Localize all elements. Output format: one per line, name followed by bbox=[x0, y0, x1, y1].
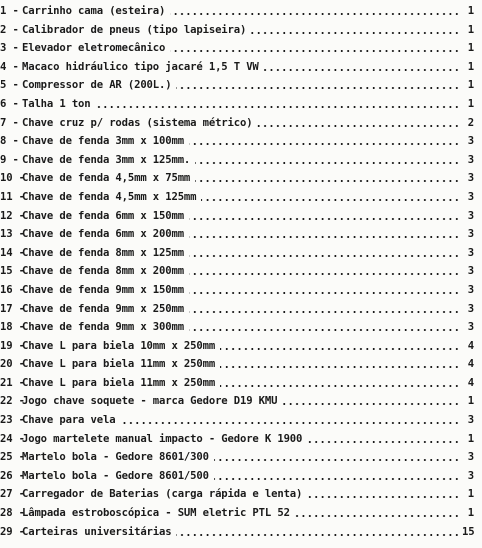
list-item bbox=[0, 2, 482, 21]
item-number: 12 - bbox=[0, 209, 25, 222]
item-name: Carregador de Baterias (carga rápida e lenta) bbox=[22, 488, 303, 501]
list-item bbox=[0, 225, 482, 244]
item-quantity: 1 bbox=[467, 23, 474, 36]
item-number: 22 - bbox=[0, 395, 25, 408]
item-number: 27 - bbox=[0, 488, 25, 501]
dot-leader bbox=[251, 32, 460, 34]
item-quantity: 3 bbox=[467, 153, 474, 166]
item-name: Chave de fenda 3mm x 125mm. bbox=[22, 153, 191, 166]
item-quantity: 1 bbox=[467, 97, 474, 110]
item-quantity: 4 bbox=[467, 358, 474, 371]
dot-leader bbox=[220, 366, 460, 368]
list-item bbox=[0, 504, 482, 523]
item-name: Jogo chave soquete - marca Gedore D19 KMU bbox=[22, 395, 278, 408]
item-number: 9 - bbox=[0, 153, 19, 166]
list-item bbox=[0, 485, 482, 504]
list-item bbox=[0, 318, 482, 337]
item-number: 17 - bbox=[0, 302, 25, 315]
item-name: Chave de fenda 6mm x 200mm bbox=[22, 228, 184, 241]
item-name: Jogo martelete manual impacto - Gedore K 1900 bbox=[22, 432, 303, 445]
item-number: 4 - bbox=[0, 60, 19, 73]
list-item bbox=[0, 355, 482, 374]
list-item bbox=[0, 114, 482, 133]
item-quantity: 3 bbox=[467, 190, 474, 203]
list-item bbox=[0, 281, 482, 300]
item-number: 5 - bbox=[0, 79, 19, 92]
item-number: 21 - bbox=[0, 376, 25, 389]
list-item bbox=[0, 244, 482, 263]
list-item bbox=[0, 300, 482, 319]
list-item bbox=[0, 95, 482, 114]
list-item bbox=[0, 430, 482, 449]
dot-leader bbox=[195, 162, 460, 164]
item-number: 26 - bbox=[0, 469, 25, 482]
item-number: 16 - bbox=[0, 283, 25, 296]
item-quantity: 3 bbox=[467, 135, 474, 148]
item-name: Chave de fenda 8mm x 200mm bbox=[22, 265, 184, 278]
item-quantity: 3 bbox=[467, 265, 474, 278]
dot-leader bbox=[295, 515, 460, 517]
list-item bbox=[0, 188, 482, 207]
dot-leader bbox=[189, 311, 460, 313]
item-name: Martelo bola - Gedore 8601/300 bbox=[22, 451, 209, 464]
item-name: Chave de fenda 6mm x 150mm bbox=[22, 209, 184, 222]
list-item bbox=[0, 523, 482, 542]
dot-leader bbox=[220, 385, 460, 387]
dot-leader bbox=[189, 218, 460, 220]
item-quantity: 3 bbox=[467, 302, 474, 315]
dot-leader bbox=[189, 255, 460, 257]
item-quantity: 3 bbox=[467, 228, 474, 241]
item-quantity: 1 bbox=[467, 5, 474, 17]
list-item bbox=[0, 392, 482, 411]
item-name: Talha 1 ton bbox=[22, 97, 91, 110]
equipment-list bbox=[0, 2, 482, 541]
item-name: Chave L para biela 11mm x 250mm bbox=[22, 358, 216, 371]
item-quantity: 1 bbox=[467, 507, 474, 520]
item-number: 18 - bbox=[0, 321, 25, 334]
item-number: 2 - bbox=[0, 23, 19, 36]
item-number: 14 - bbox=[0, 246, 25, 259]
list-item bbox=[0, 337, 482, 356]
item-name: Carrinho cama (esteira) bbox=[22, 5, 166, 17]
list-item bbox=[0, 76, 482, 95]
item-name: Compressor de AR (200L.) bbox=[22, 79, 172, 92]
item-name: Martelo bola - Gedore 8601/500 bbox=[22, 469, 209, 482]
item-name: Lâmpada estroboscópica - SUM eletric PTL 52 bbox=[22, 507, 290, 520]
list-item bbox=[0, 169, 482, 188]
item-quantity: 3 bbox=[467, 209, 474, 222]
dot-leader bbox=[264, 69, 460, 71]
dot-leader bbox=[282, 403, 460, 405]
item-name: Chave de fenda 9mm x 250mm bbox=[22, 302, 184, 315]
item-number: 23 - bbox=[0, 414, 25, 427]
item-number: 6 - bbox=[0, 97, 19, 110]
item-name: Chave de fenda 8mm x 125mm bbox=[22, 246, 184, 259]
item-number: 1 - bbox=[0, 5, 19, 17]
list-item bbox=[0, 39, 482, 58]
item-number: 8 - bbox=[0, 135, 19, 148]
dot-leader bbox=[201, 199, 460, 201]
item-name: Chave para vela bbox=[22, 414, 116, 427]
dot-leader bbox=[214, 459, 460, 461]
item-quantity: 1 bbox=[467, 432, 474, 445]
dot-leader bbox=[189, 236, 460, 238]
dot-leader bbox=[195, 180, 460, 182]
list-item bbox=[0, 467, 482, 486]
item-number: 7 - bbox=[0, 116, 19, 129]
item-name: Chave de fenda 3mm x 100mm bbox=[22, 135, 184, 148]
item-number: 19 - bbox=[0, 339, 25, 352]
item-name: Chave de fenda 9mm x 150mm bbox=[22, 283, 184, 296]
dot-leader bbox=[176, 534, 460, 536]
list-item bbox=[0, 58, 482, 77]
dot-leader bbox=[214, 478, 460, 480]
item-name: Macaco hidráulico tipo jacaré 1,5 T VW bbox=[22, 60, 259, 73]
item-number: 25 - bbox=[0, 451, 25, 464]
item-quantity: 2 bbox=[467, 116, 474, 129]
item-name: Chave L para biela 10mm x 250mm bbox=[22, 339, 216, 352]
list-item bbox=[0, 21, 482, 40]
dot-leader bbox=[189, 329, 460, 331]
dot-leader bbox=[189, 143, 460, 145]
dot-leader bbox=[176, 87, 460, 89]
item-quantity: 15 bbox=[462, 525, 475, 538]
item-number: 11 - bbox=[0, 190, 25, 203]
list-item bbox=[0, 448, 482, 467]
item-quantity: 3 bbox=[467, 321, 474, 334]
item-quantity: 1 bbox=[467, 79, 474, 92]
item-quantity: 3 bbox=[467, 414, 474, 427]
list-item bbox=[0, 207, 482, 226]
item-name: Chave cruz p/ rodas (sistema métrico) bbox=[22, 116, 253, 129]
dot-leader bbox=[120, 422, 460, 424]
item-quantity: 4 bbox=[467, 339, 474, 352]
item-quantity: 1 bbox=[467, 395, 474, 408]
item-quantity: 3 bbox=[467, 172, 474, 185]
item-quantity: 4 bbox=[467, 376, 474, 389]
item-quantity: 3 bbox=[467, 469, 474, 482]
item-number: 10 - bbox=[0, 172, 25, 185]
list-item bbox=[0, 262, 482, 281]
item-number: 29 - bbox=[0, 525, 25, 538]
item-quantity: 3 bbox=[467, 451, 474, 464]
item-name: Chave de fenda 4,5mm x 125mm bbox=[22, 190, 197, 203]
item-number: 15 - bbox=[0, 265, 25, 278]
dot-leader bbox=[170, 13, 460, 15]
item-number: 28 - bbox=[0, 507, 25, 520]
dot-leader bbox=[307, 496, 460, 498]
item-number: 20 - bbox=[0, 358, 25, 371]
item-quantity: 3 bbox=[467, 283, 474, 296]
list-item bbox=[0, 411, 482, 430]
item-quantity: 1 bbox=[467, 42, 474, 55]
item-quantity: 1 bbox=[467, 60, 474, 73]
dot-leader bbox=[170, 50, 460, 52]
item-name: Carteiras universitárias bbox=[22, 525, 172, 538]
list-item bbox=[0, 151, 482, 170]
item-number: 13 - bbox=[0, 228, 25, 241]
item-quantity: 3 bbox=[467, 246, 474, 259]
dot-leader bbox=[220, 348, 460, 350]
dot-leader bbox=[257, 125, 460, 127]
item-name: Elevador eletromecânico bbox=[22, 42, 166, 55]
item-name: Chave de fenda 4,5mm x 75mm bbox=[22, 172, 191, 185]
item-number: 3 - bbox=[0, 42, 19, 55]
item-name: Calibrador de pneus (tipo lapiseira) bbox=[22, 23, 247, 36]
item-name: Chave L para biela 11mm x 250mm bbox=[22, 376, 216, 389]
list-item bbox=[0, 374, 482, 393]
dot-leader bbox=[96, 106, 460, 108]
dot-leader bbox=[307, 441, 460, 443]
dot-leader bbox=[189, 273, 460, 275]
list-item bbox=[0, 132, 482, 151]
dot-leader bbox=[189, 292, 460, 294]
item-number: 24 - bbox=[0, 432, 25, 445]
item-quantity: 1 bbox=[467, 488, 474, 501]
item-name: Chave de fenda 9mm x 300mm bbox=[22, 321, 184, 334]
